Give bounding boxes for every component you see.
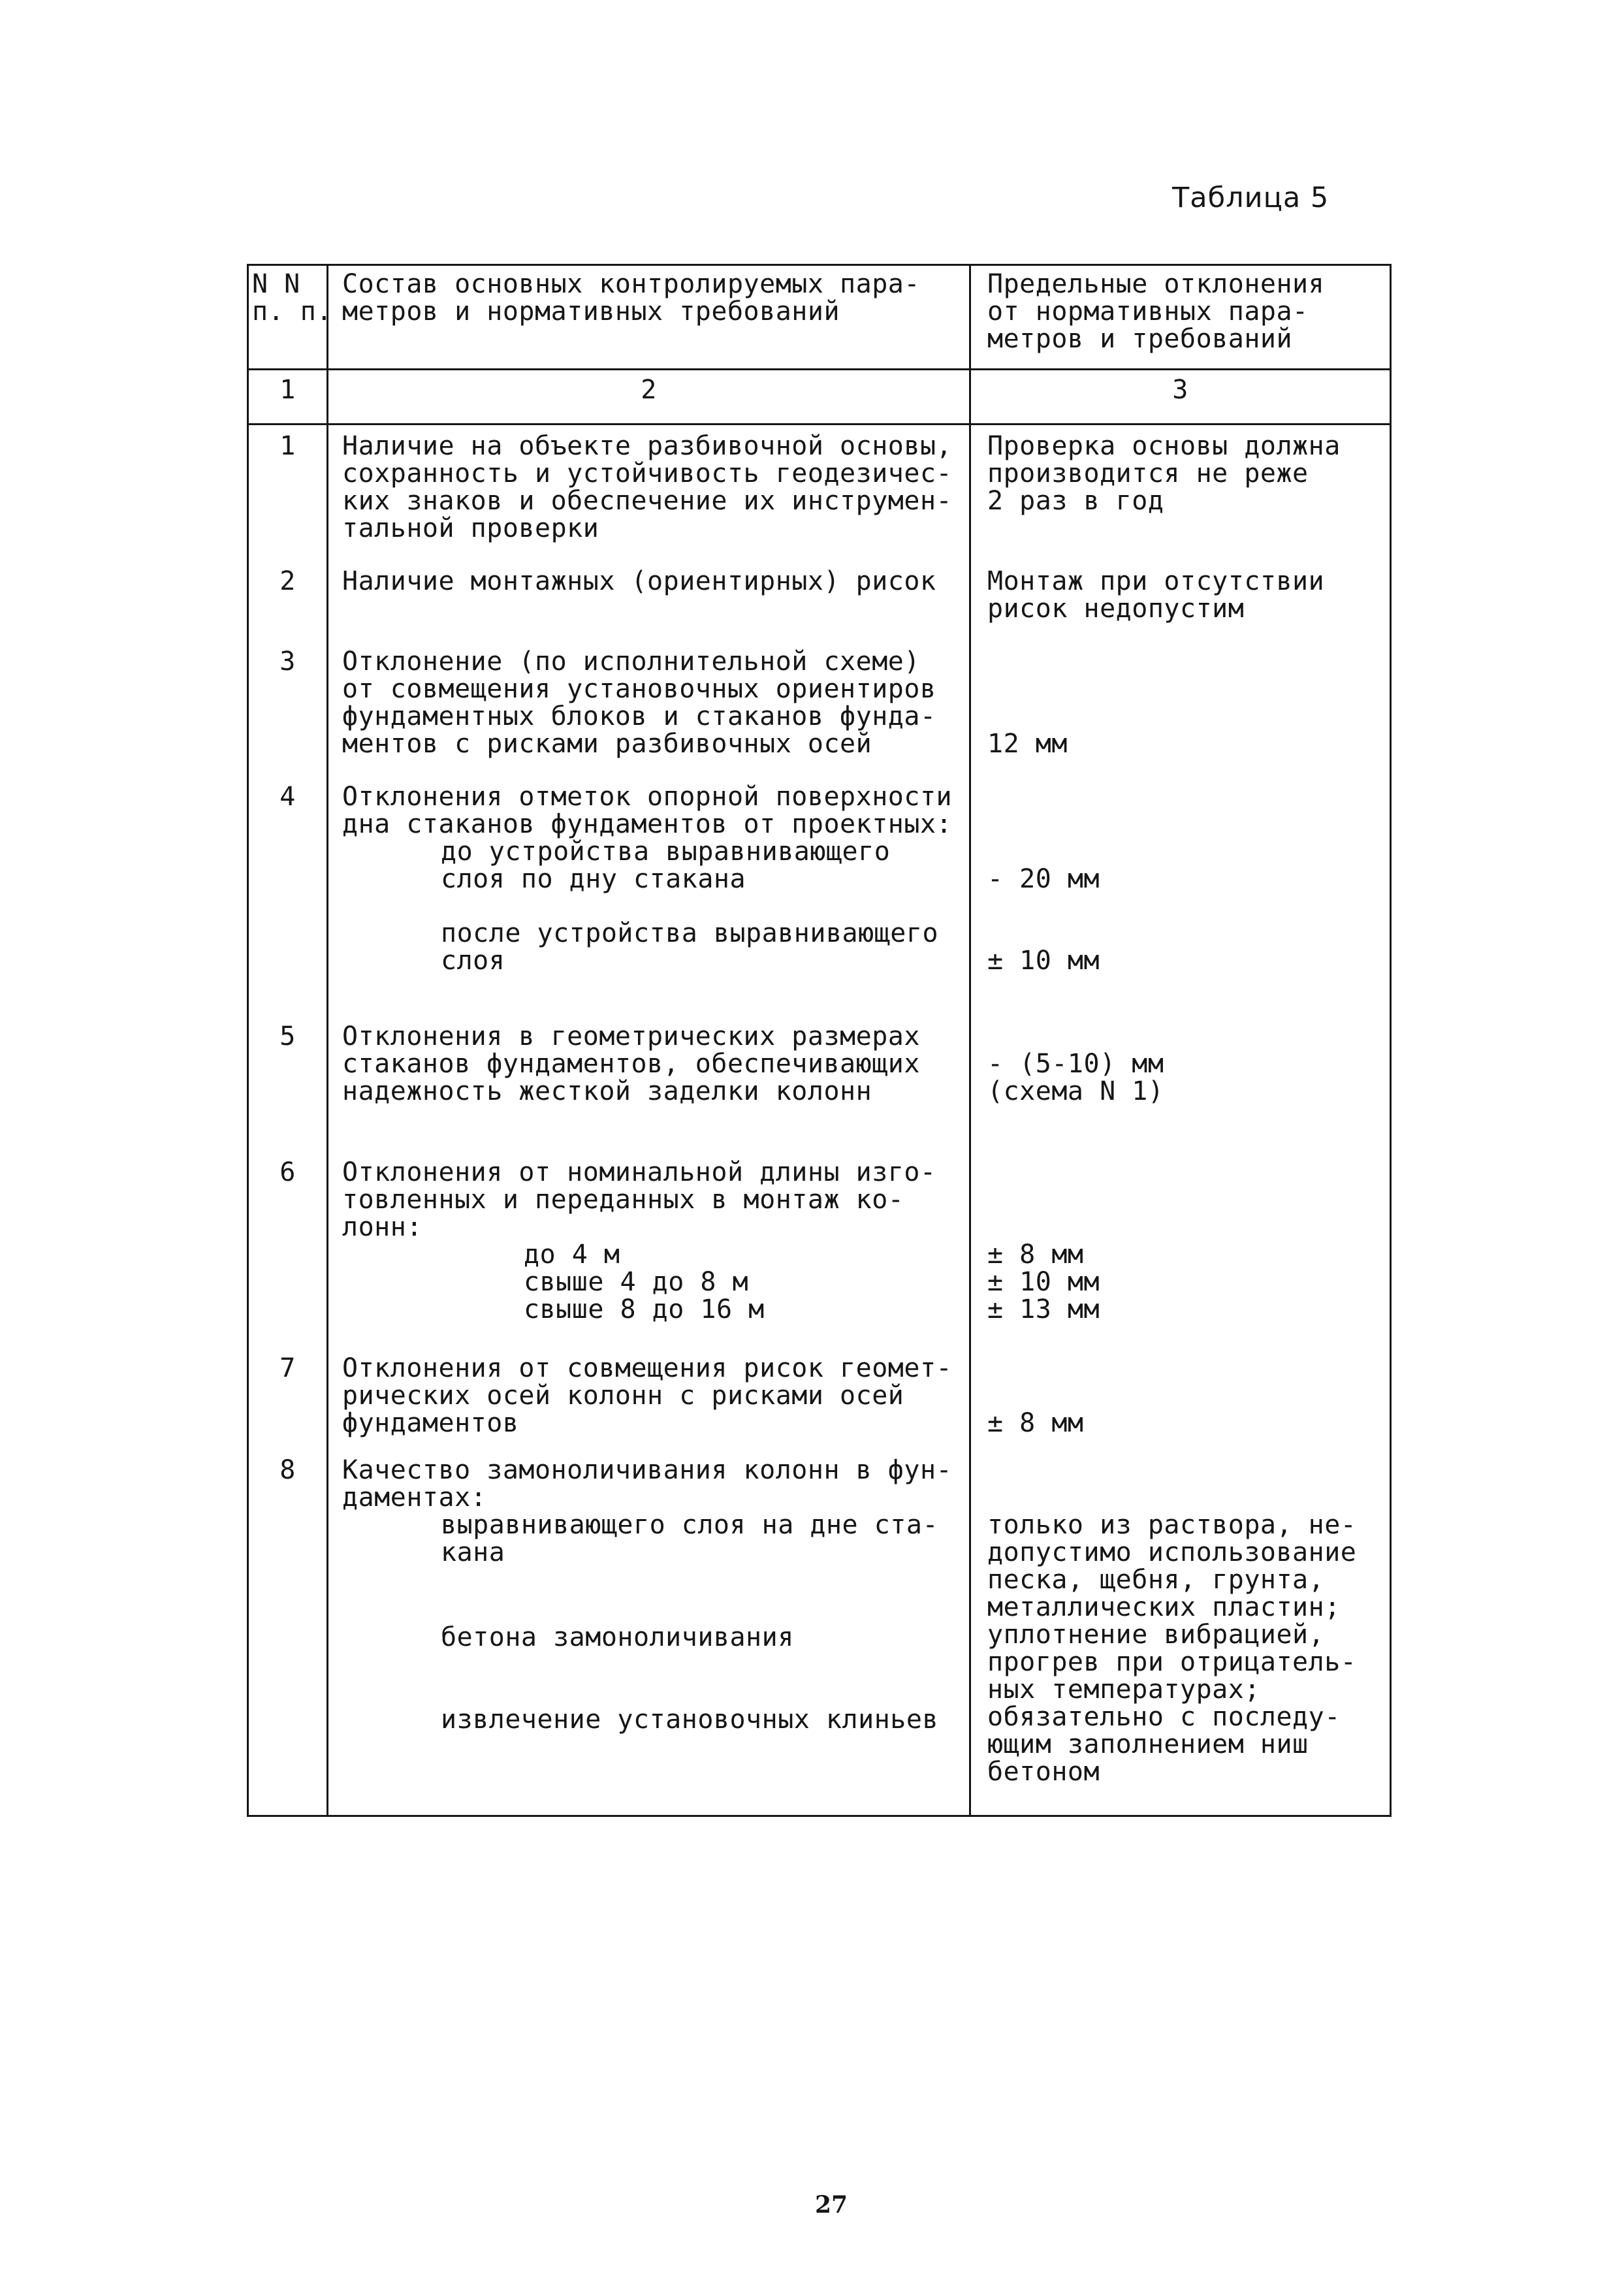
deviation-table [247,264,1392,1817]
table-border-right [1390,264,1392,1817]
table-caption: Таблица 5 [1172,182,1329,214]
table-border-bottom [247,1815,1392,1817]
row-parameter: Отклонение (по исполнительной схеме) от совмещения установочных ориентиров фундаментных блоков и стаканов фунда- ментов с рисками разбивочных осей [342,647,936,759]
row-parameter: Отклонения от совмещения рисок геомет- рических осей колонн с рисками осей фундаментов [342,1353,953,1438]
row-tolerance: только из раствора, не- допустимо использование песка, щебня, грунта, металлических пластин; уплотнение вибрацией, прогрев при отрицатель- ных температурах; обязательно с последу- ющим заполнением ниш бетоном [987,1510,1357,1787]
row-parameter: Наличие на объекте разбивочной основы, сохранность и устойчивость геодезичес- ких знаков и обеспечение их инструмен- тальной проверки [342,431,953,543]
column-divider-1 [326,264,328,1817]
row-tolerance: Проверка основы должна производится не реже 2 раз в год [987,431,1341,516]
row-parameter: Отклонения в геометрических размерах стаканов фундаментов, обеспечивающих надежность жесткой заделки колонн [342,1021,920,1106]
row-sublabel: бетона замоноличивания [441,1622,794,1652]
row-number: 6 [279,1157,296,1187]
table-border-top [247,264,1392,266]
row-sublabel: извлечение установочных клиньев [441,1705,939,1735]
row-number: 1 [279,431,296,461]
column-number-2: 2 [641,375,657,405]
column-divider-2 [969,264,971,1817]
row-number: 2 [279,566,296,596]
row-tolerance: - 20 мм [987,864,1100,894]
row-parameter: Качество замоноличивания колонн в фун- даментах: [342,1455,953,1513]
column-number-3: 3 [1172,375,1188,405]
row-sublabels: до 4 м свыше 4 до 8 м свыше 8 до 16 м [524,1240,765,1324]
column-number-1: 1 [279,375,296,405]
row-tolerances: ± 8 мм ± 10 мм ± 13 мм [987,1240,1100,1324]
header-col1: N N п. п. [252,269,332,327]
row-number: 8 [279,1455,296,1485]
row-tolerance: ± 10 мм [987,946,1100,976]
header-col2: Состав основных контролируемых пара- метров и нормативных требований [342,269,920,327]
row-number: 3 [279,647,296,677]
row-tolerance: ± 8 мм [987,1408,1084,1438]
header-separator [247,368,1392,370]
row-parameter: Отклонения отметок опорной поверхности дна стаканов фундаментов от проектных: [342,782,953,839]
row-number: 5 [279,1021,296,1051]
page-number: 27 [814,2191,848,2219]
row-parameter: Наличие монтажных (ориентирных) рисок [342,566,936,596]
row-tolerance: 12 мм [987,729,1068,759]
row-number: 7 [279,1353,296,1383]
column-number-separator [247,423,1392,425]
row-sublabel: после устройства выравнивающего слоя [441,918,939,976]
row-sublabel: до устройства выравнивающего слоя по дну стакана [441,837,891,894]
row-parameter: Отклонения от номинальной длины изго- товленных и переданных в монтаж ко- лонн: [342,1157,936,1242]
row-number: 4 [279,782,296,812]
header-col3: Предельные отклонения от нормативных пара- метров и требований [987,269,1325,354]
row-sublabel: выравнивающего слоя на дне ста- кана [441,1510,939,1567]
row-tolerance: - (5-10) мм (схема N 1) [987,1049,1164,1106]
row-tolerance: Монтаж при отсутствии рисок недопустим [987,566,1325,624]
